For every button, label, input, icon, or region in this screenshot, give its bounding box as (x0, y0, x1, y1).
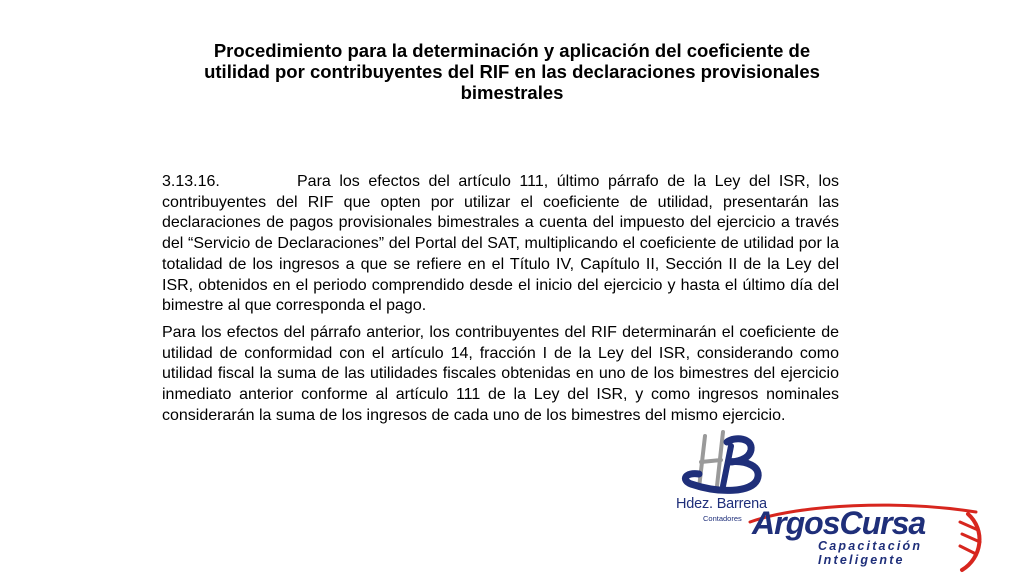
paragraph-2: Para los efectos del párrafo anterior, los contribuyentes del RIF determinarán el coeficiente de utilidad de conformidad con el artículo 14, fracción I de la Ley del ISR, considerando como utilidad fiscal la suma de las utilidades fiscales obtenidas en uno de los bimestres del ejercicio inmediato anterior conforme al artículo 111 de la Ley del ISR, y como ingresos nominales considerarán la suma de los ingresos de cada uno de los bimestres del mismo ejercicio. (162, 323, 839, 424)
rule-number: 3.13.16. (162, 173, 220, 190)
hdez-barrena-subtitle: Contadores (703, 514, 742, 523)
paragraph-1-text: Para los efectos del artículo 111, último párrafo de la Ley del ISR, los contribuyentes del RIF que opten por utilizar el coeficiente de utilidad, presentarán las declaraciones de pagos provisionales bimestrales a cuenta del impuesto del ejercicio a través del “Servicio de Declaraciones” del Portal del SAT, multiplicando el coeficiente de utilidad por la totalidad de los ingresos a que se refiere en el Título IV, Capítulo II, Sección II de la Ley del ISR, obtenidos en el periodo comprendido desde el inicio del ejercicio y hasta el último día del bimestre al que corresponda el pago. (162, 173, 839, 315)
body-text (162, 172, 839, 432)
hdez-barrena-name: Hdez. Barrena (676, 496, 767, 512)
slide-title: Procedimiento para la determinación y aplicación del coeficiente de utilidad por contribuyentes del RIF en las declaraciones provisionales bimestrales (204, 40, 820, 103)
paragraph-1 (162, 172, 839, 317)
argoscursa-name: ArgosCursa (752, 505, 926, 541)
argoscursa-tagline-1: Capacitación (818, 539, 923, 553)
argoscursa-tagline-2: Inteligente (818, 553, 905, 567)
